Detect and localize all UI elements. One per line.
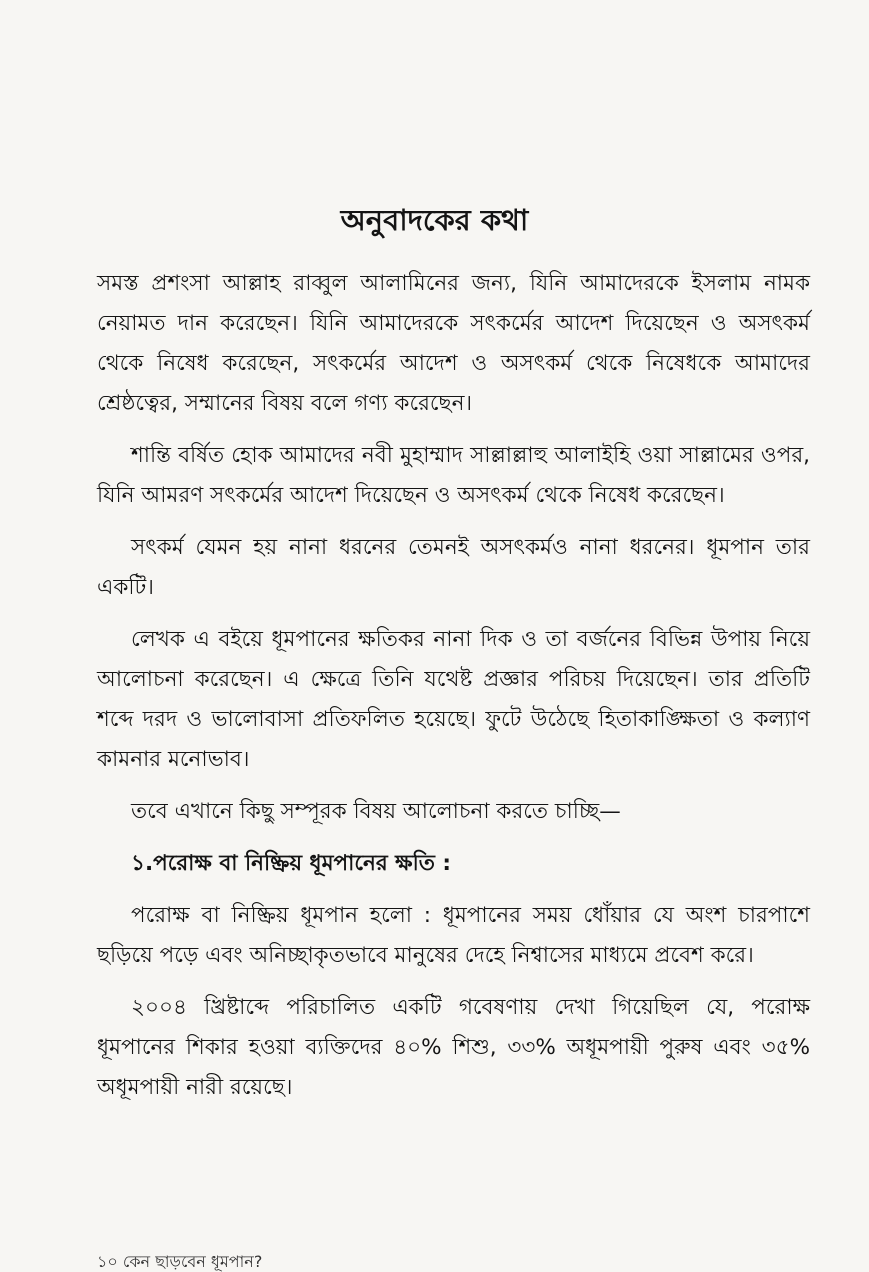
section-paragraph-1: পরোক্ষ বা নিষ্ক্রিয় ধূমপান হলো : ধূমপানের সময় ধোঁয়ার যে অংশ চারপাশে ছড়িয়ে পড়ে এবং অনিচ্ছাকৃতভাবে মানুষের দেহে নিশ্বাসের মাধ্যমে প্রবেশ করে। (97, 903, 810, 968)
paragraph-2: শান্তি বর্ষিত হোক আমাদের নবী মুহাম্মাদ সাল্লাল্লাহু আলাইহি ওয়া সাল্লামের ওপর, যিনি আমরণ সৎকর্মের আদেশ দিয়েছেন ও অসৎকর্ম থেকে নিষেধ করেছেন। (97, 443, 810, 508)
section-heading: ১.পরোক্ষ বা নিষ্ক্রিয় ধূমপানের ক্ষতি : (131, 851, 451, 876)
page-title: অনুবাদকের কথা (340, 203, 529, 237)
section-paragraph-2: ২০০৪ খ্রিষ্টাব্দে পরিচালিত একটি গবেষণায় দেখা গিয়েছিল যে, পরোক্ষ ধূমপানের শিকার হওয়া ব্যক্তিদের ৪০% শিশু, ৩৩% অধূমপায়ী পুরুষ এবং ৩৫% অধূমপায়ী নারী রয়েছে। (97, 995, 810, 1100)
paragraph-4: লেখক এ বইয়ে ধূমপানের ক্ষতিকর নানা দিক ও তা বর্জনের বিভিন্ন উপায় নিয়ে আলোচনা করেছেন। এ ক্ষেত্রে তিনি যথেষ্ট প্রজ্ঞার পরিচয় দিয়েছেন। তার প্রতিটি শব্দে দরদ ও ভালোবাসা প্রতিফলিত হয়েছে। ফুটে উঠেছে হিতাকাঙ্ক্ষিতা ও কল্যাণ কামনার মনোভাব। (97, 627, 810, 772)
paragraph-3: সৎকর্ম যেমন হয় নানা ধরনের তেমনই অসৎকর্মও নানা ধরনের। ধূমপান তার একটি। (97, 535, 810, 600)
page-footer: ১০ কেন ছাড়বেন ধূমপান? (97, 1252, 263, 1271)
body-text (97, 264, 810, 1120)
paragraph-1: সমস্ত প্রশংসা আল্লাহ রাব্বুল আলামিনের জন্য, যিনি আমাদেরকে ইসলাম নামক নেয়ামত দান করেছেন। যিনি আমাদেরকে সৎকর্মের আদেশ দিয়েছেন ও অসৎকর্ম থেকে নিষেধ করেছেন, সৎকর্মের আদেশ ও অসৎকর্ম থেকে নিষেধকে আমাদের শ্রেষ্ঠত্বের, সম্মানের বিষয় বলে গণ্য করেছেন। (97, 271, 810, 416)
paragraph-5: তবে এখানে কিছু সম্পূরক বিষয় আলোচনা করতে চাচ্ছি— (131, 799, 621, 824)
